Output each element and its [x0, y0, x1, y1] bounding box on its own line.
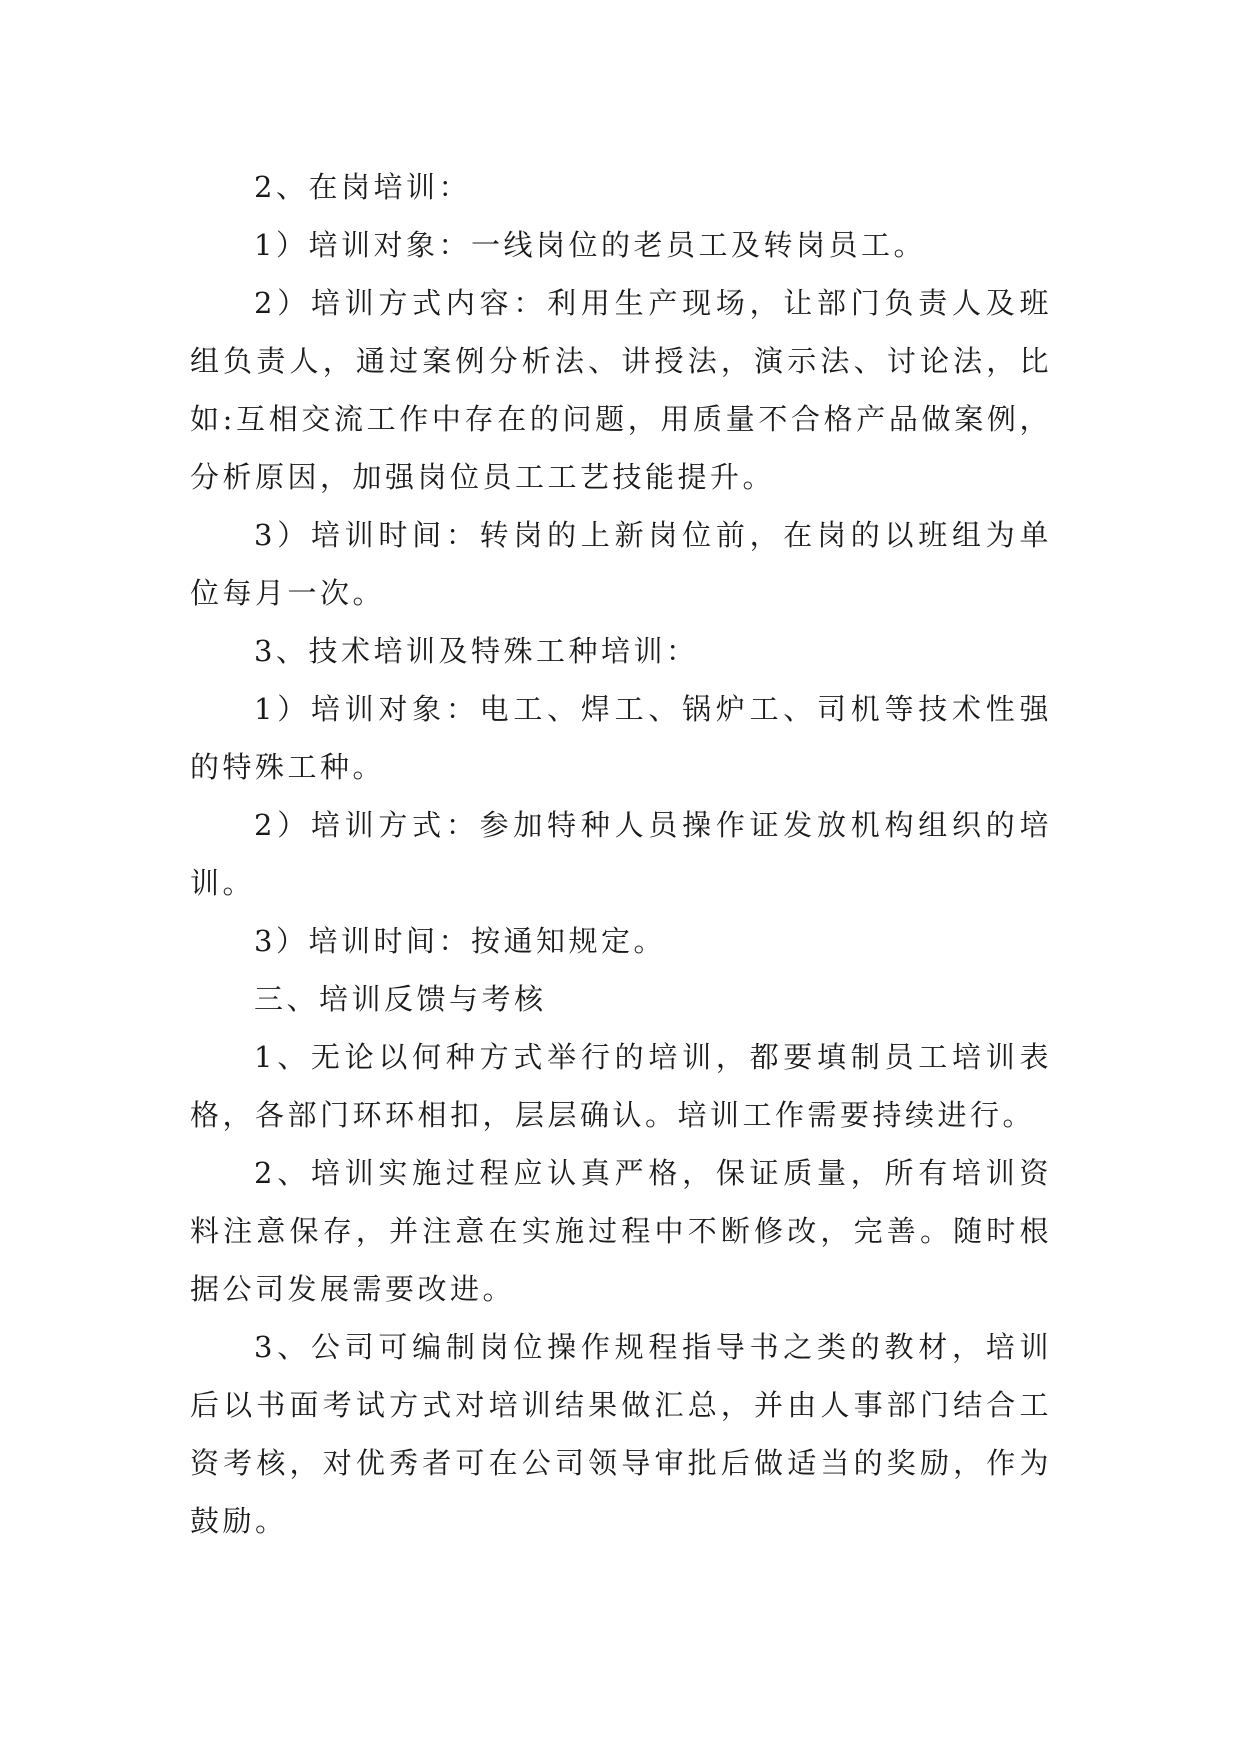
- paragraph-onjob-time: 3）培训时间：转岗的上新岗位前，在岗的以班组为单位每月一次。: [190, 518, 1052, 610]
- paragraph-onjob-method: 2）培训方式内容：利用生产现场，让部门负责人及班组负责人，通过案例分析法、讲授法，演示法、讨论法，比如:互相交流工作中存在的问题，用质量不合格产品做案例，分析原因，加强岗位员工工艺技能提升。: [190, 286, 1052, 494]
- paragraph-feedback-heading: 三、培训反馈与考核: [254, 982, 547, 1016]
- paragraph-feedback-item-2: 2、培训实施过程应认真严格，保证质量，所有培训资料注意保存，并注意在实施过程中不断修改，完善。随时根据公司发展需要改进。: [190, 1156, 1052, 1306]
- paragraph-section-3-heading: 3、技术培训及特殊工种培训：: [254, 634, 699, 668]
- paragraph-technical-method: 2）培训方式：参加特种人员操作证发放机构组织的培训。: [190, 808, 1052, 900]
- paragraph-technical-time: 3）培训时间：按通知规定。: [254, 924, 666, 958]
- document-body: [190, 158, 1052, 1550]
- paragraph-onjob-target: 1）培训对象：一线岗位的老员工及转岗员工。: [254, 228, 926, 262]
- paragraph-feedback-item-1: 1、无论以何种方式举行的培训，都要填制员工培训表格，各部门环环相扣，层层确认。培训工作需要持续进行。: [190, 1040, 1052, 1132]
- paragraph-feedback-item-3: 3、公司可编制岗位操作规程指导书之类的教材，培训后以书面考试方式对培训结果做汇总，并由人事部门结合工资考核，对优秀者可在公司领导审批后做适当的奖励，作为鼓励。: [190, 1330, 1052, 1538]
- paragraph-technical-target: 1）培训对象：电工、焊工、锅炉工、司机等技术性强的特殊工种。: [190, 692, 1052, 784]
- paragraph-section-2-heading: 2、在岗培训：: [254, 170, 471, 204]
